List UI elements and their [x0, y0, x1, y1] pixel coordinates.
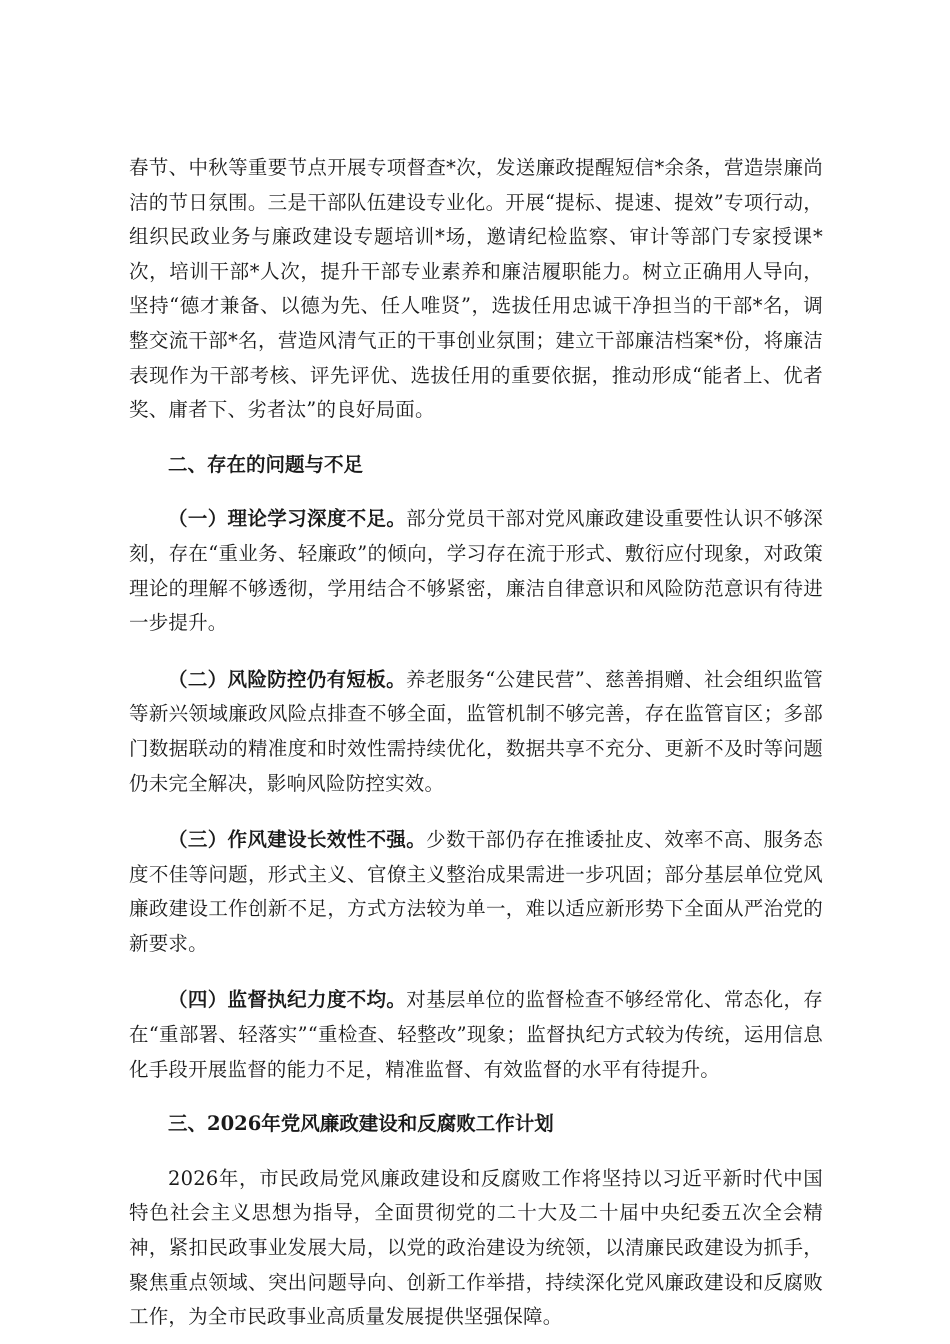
- problem-item-1-title: （一）理论学习深度不足。: [168, 507, 407, 531]
- problem-item-2: [129, 663, 823, 801]
- problem-item-3-title: （三）作风建设长效性不强。: [168, 828, 427, 852]
- problem-item-4-title: （四）监督执纪力度不均。: [168, 988, 407, 1012]
- problem-item-3: [129, 823, 823, 961]
- problem-item-1: [129, 502, 823, 640]
- section-heading-problems: 二、存在的问题与不足: [168, 452, 364, 476]
- document-page: [129, 151, 823, 1335]
- section-heading-2026-plan: 三、2026年党风廉政建设和反腐败工作计划: [168, 1112, 554, 1136]
- paragraph-2026-plan-intro: 2026年，市民政局党风廉政建设和反腐败工作将坚持以习近平新时代中国特色社会主义思想为指导，全面贯彻党的二十大及二十届中央纪委五次全会精神，紧扣民政事业发展大局，以党的政治建设为统领，以清廉民政建设为抓手，聚焦重点领域、突出问题导向、创新工作举措，持续深化党风廉政建设和反腐败工作，为全市民政事业高质量发展提供坚强保障。: [129, 1166, 823, 1329]
- paragraph-cadre-building: 春节、中秋等重要节点开展专项督查*次，发送廉政提醒短信*余条，营造崇廉尚洁的节日氛围。三是干部队伍建设专业化。开展“提标、提速、提效”专项行动，组织民政业务与廉政建设专题培训*场，邀请纪检监察、审计等部门专家授课*次，培训干部*人次，提升干部专业素养和廉洁履职能力。树立正确用人导向，坚持“德才兼备、以德为先、任人唯贤”，选拔任用忠诚干净担当的干部*名，调整交流干部*名，营造风清气正的干事创业氛围；建立干部廉洁档案*份，将廉洁表现作为干部考核、评先评优、选拔任用的重要依据，推动形成“能者上、优者奖、庸者下、劣者汰”的良好局面。: [129, 156, 823, 422]
- problem-item-4: [129, 983, 823, 1087]
- problem-item-1-body: 部分党员干部对党风廉政建设重要性认识不够深刻，存在“重业务、轻廉政”的倾向，学习存在流于形式、敷衍应付现象，对政策理论的理解不够透彻，学用结合不够紧密，廉洁自律意识和风险防范意识有待进一步提升。: [129, 507, 823, 635]
- problem-item-2-title: （二）风险防控仍有短板。: [168, 667, 406, 691]
- problem-item-2-body: 养老服务“公建民营”、慈善捐赠、社会组织监管等新兴领域廉政风险点排查不够全面，监管机制不够完善，存在监管盲区；多部门数据联动的精准度和时效性需持续优化，数据共享不充分、更新不及时等问题仍未完全解决，影响风险防控实效。: [129, 667, 823, 795]
- problem-item-3-body: 少数干部仍存在推诿扯皮、效率不高、服务态度不佳等问题，形式主义、官僚主义整治成果需进一步巩固；部分基层单位党风廉政建设工作创新不足，方式方法较为单一，难以适应新形势下全面从严治党的新要求。: [129, 828, 823, 955]
- problem-item-4-body: 对基层单位的监督检查不够经常化、常态化，存在“重部署、轻落实”“重检查、轻整改”现象；监督执纪方式较为传统，运用信息化手段开展监督的能力不足，精准监督、有效监督的水平有待提升。: [129, 988, 823, 1081]
